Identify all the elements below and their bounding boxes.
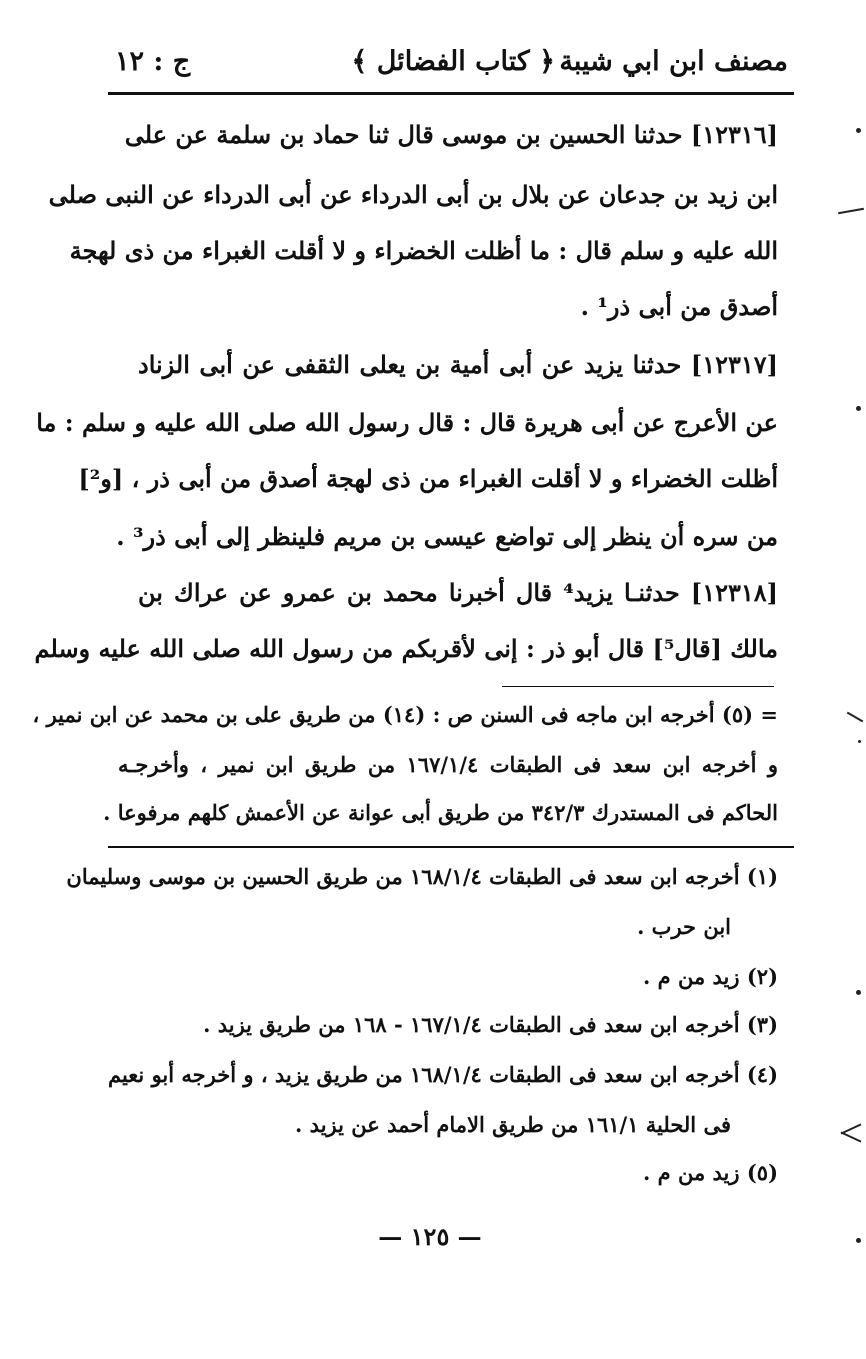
continuation-note-line: الحاكم فى المستدرك ٣٤٢/٣ من طريق أبى عوانة عن الأعمش كلهم مرفوعا . bbox=[103, 800, 778, 825]
page-number: — ١٢٥ — bbox=[378, 1222, 482, 1251]
body-line: مالك [قال⁵] قال أبو ذر : إنى لأقربكم من رسول الله صلى الله عليه وسلم bbox=[34, 634, 778, 663]
body-line: [١٢٣١٦] حدثنا الحسين بن موسى قال ثنا حماد بن سلمة عن على bbox=[124, 120, 778, 149]
continuation-note-line: = (٥) أخرجه ابن ماجه فى السنن ص : (١٤) من طريق على بن محمد عن ابن نمير ، bbox=[32, 702, 778, 727]
volume-number: ج : ١٢ bbox=[115, 46, 191, 77]
body-line: أظلت الخضراء و لا أقلت الغبراء من ذى لهجة أصدق من أبى ذر ، [و²] bbox=[78, 464, 778, 493]
scan-speck bbox=[856, 406, 861, 411]
header-rule bbox=[108, 92, 794, 95]
body-line: أصدق من أبى ذر¹ . bbox=[580, 292, 778, 321]
chapter-title: ﴿ كتاب الفضائل ﴾ bbox=[351, 46, 555, 77]
footnote-line: (١) أخرجه ابن سعد فى الطبقات ١٦٨/١/٤ من طريق الحسين بن موسى وسليمان bbox=[66, 864, 778, 889]
body-line: عن الأعرج عن أبى هريرة قال : قال رسول الله صلى الله عليه و سلم : ما bbox=[36, 408, 778, 437]
footnote-separator bbox=[502, 686, 774, 687]
footnote-line: (٤) أخرجه ابن سعد فى الطبقات ١٦٨/١/٤ من طريق يزيد ، و أخرجه أبو نعيم bbox=[107, 1062, 778, 1087]
footnotes-rule bbox=[108, 846, 794, 848]
body-line: الله عليه و سلم قال : ما أظلت الخضراء و لا أقلت الغبراء من ذى لهجة bbox=[69, 236, 778, 265]
scan-speck bbox=[856, 990, 861, 995]
footnote-line: ابن حرب . bbox=[637, 914, 731, 939]
book-title: مصنف ابن ابي شيبة bbox=[559, 46, 788, 77]
footnote-line: (٥) زيد من م . bbox=[643, 1160, 778, 1185]
scan-mark bbox=[838, 208, 864, 214]
scan-speck bbox=[856, 1238, 861, 1243]
scan-mark bbox=[847, 712, 864, 723]
footnote-line: (٢) زيد من م . bbox=[643, 964, 778, 989]
footnote-line: فى الحلية ١٦١/١ من طريق الامام أحمد عن يزيد . bbox=[295, 1112, 731, 1137]
continuation-note-line: و أخرجه ابن سعد فى الطبقات ١٦٧/١/٤ من طريق ابن نمير ، وأخرجـه bbox=[118, 752, 778, 777]
body-line: من سره أن ينظر إلى تواضع عيسى بن مريم فلينظر إلى أبى ذر³ . bbox=[116, 522, 778, 551]
scan-mark bbox=[841, 1131, 862, 1142]
footnote-line: (٣) أخرجه ابن سعد فى الطبقات ١٦٧/١/٤ - ١٦٨ من طريق يزيد . bbox=[203, 1012, 778, 1037]
body-line: ابن زيد بن جدعان عن بلال بن أبى الدرداء عن أبى الدرداء عن النبى صلى bbox=[48, 180, 778, 209]
scan-speck bbox=[856, 128, 861, 133]
body-line: [١٢٣١٨] حدثنـا يزيد⁴ قال أخبرنا محمد بن عمرو عن عراك بن bbox=[138, 578, 778, 607]
body-line: [١٢٣١٧] حدثنا يزيد عن أبى أمية بن يعلى الثقفى عن أبى الزناد bbox=[138, 350, 778, 379]
scan-speck bbox=[858, 740, 861, 743]
